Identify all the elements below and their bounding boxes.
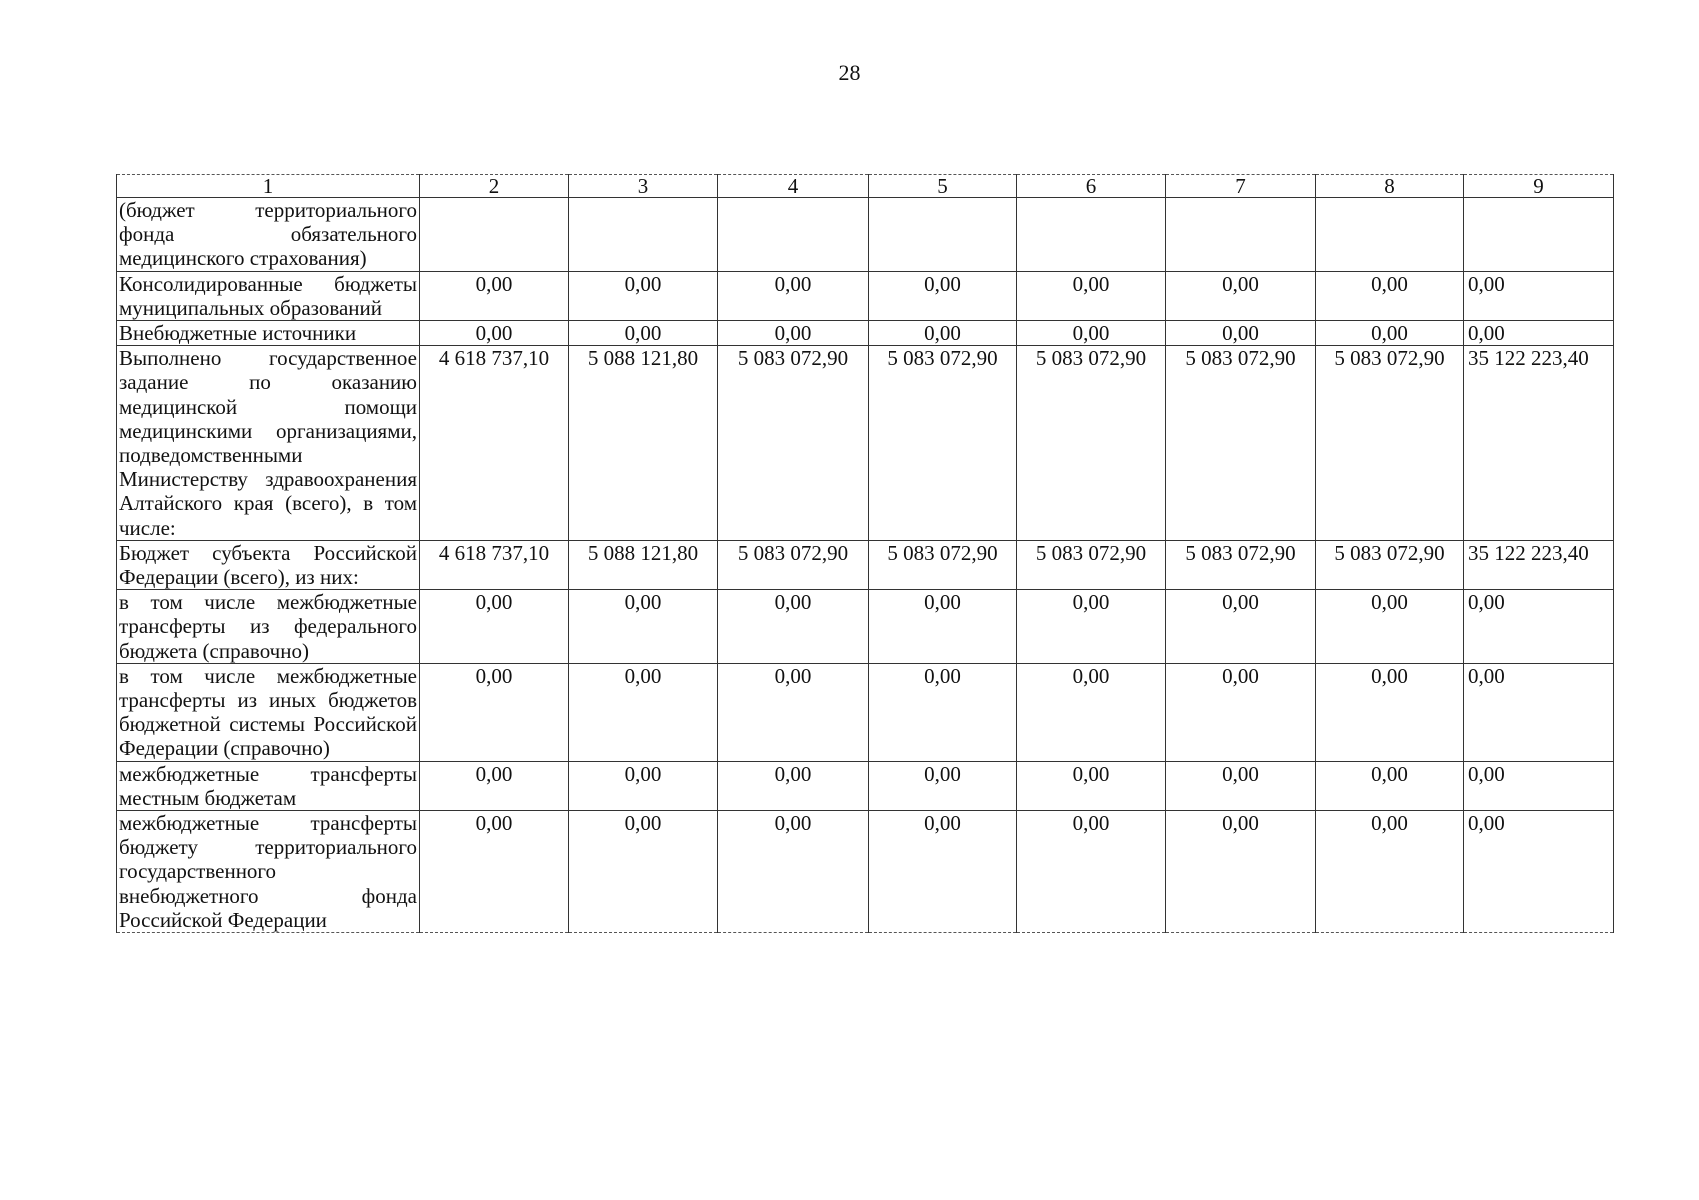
cell-value: 4 618 737,10 — [420, 540, 569, 589]
cell-value: 0,00 — [718, 811, 869, 933]
cell-value — [869, 198, 1017, 272]
cell-value — [1017, 198, 1166, 272]
column-header-9: 9 — [1464, 175, 1614, 198]
cell-value: 0,00 — [869, 761, 1017, 810]
cell-value: 0,00 — [1017, 663, 1166, 761]
cell-value — [718, 198, 869, 272]
cell-value: 5 088 121,80 — [569, 540, 718, 589]
cell-value: 5 083 072,90 — [869, 540, 1017, 589]
table-row — [117, 761, 1614, 810]
cell-value: 5 083 072,90 — [1166, 540, 1316, 589]
cell-value: 0,00 — [569, 590, 718, 664]
cell-value: 0,00 — [420, 811, 569, 933]
row-label: межбюджетные трансферты местным бюджетам — [117, 761, 420, 810]
cell-value: 0,00 — [1316, 590, 1464, 664]
cell-value: 0,00 — [569, 663, 718, 761]
cell-value: 5 083 072,90 — [1166, 346, 1316, 541]
cell-value: 0,00 — [1316, 321, 1464, 346]
cell-value: 5 088 121,80 — [569, 346, 718, 541]
cell-value: 0,00 — [718, 271, 869, 320]
cell-value: 5 083 072,90 — [718, 346, 869, 541]
cell-value: 0,00 — [1464, 663, 1614, 761]
cell-value: 0,00 — [1166, 271, 1316, 320]
table-row — [117, 811, 1614, 933]
cell-value — [569, 198, 718, 272]
row-label: Внебюджетные источники — [117, 321, 420, 346]
column-header-2: 2 — [420, 175, 569, 198]
cell-value: 0,00 — [420, 271, 569, 320]
cell-value: 0,00 — [1017, 590, 1166, 664]
column-header-1: 1 — [117, 175, 420, 198]
row-label: Консолидированные бюджеты муниципальных образований — [117, 271, 420, 320]
row-label: (бюджет территориального фонда обязательного медицинского страхования) — [117, 198, 420, 272]
cell-value: 0,00 — [569, 321, 718, 346]
cell-value: 0,00 — [869, 590, 1017, 664]
table-row — [117, 271, 1614, 320]
row-label: в том числе межбюджетные трансферты из иных бюджетов бюджетной системы Российской Федерации (справочно) — [117, 663, 420, 761]
row-label: Выполнено государственное задание по оказанию медицинской помощи медицинскими организациями, подведомственными Министерству здравоохранения Алтайского края (всего), в том числе: — [117, 346, 420, 541]
column-header-7: 7 — [1166, 175, 1316, 198]
cell-value: 0,00 — [569, 271, 718, 320]
table-row — [117, 590, 1614, 664]
cell-value: 0,00 — [718, 321, 869, 346]
cell-value: 0,00 — [718, 761, 869, 810]
cell-value: 0,00 — [1166, 321, 1316, 346]
row-label: в том числе межбюджетные трансферты из федерального бюджета (справочно) — [117, 590, 420, 664]
page-number: 28 — [838, 60, 861, 85]
cell-value: 0,00 — [1464, 761, 1614, 810]
cell-value: 5 083 072,90 — [1316, 346, 1464, 541]
cell-value: 0,00 — [1464, 321, 1614, 346]
cell-value: 0,00 — [569, 761, 718, 810]
table-body — [117, 198, 1614, 933]
cell-value: 0,00 — [1166, 590, 1316, 664]
cell-value: 0,00 — [1316, 761, 1464, 810]
table-row — [117, 663, 1614, 761]
cell-value: 0,00 — [1166, 663, 1316, 761]
cell-value — [1166, 198, 1316, 272]
cell-value: 0,00 — [1464, 271, 1614, 320]
cell-value — [420, 198, 569, 272]
cell-value: 0,00 — [569, 811, 718, 933]
cell-value: 5 083 072,90 — [718, 540, 869, 589]
column-header-5: 5 — [869, 175, 1017, 198]
cell-value: 0,00 — [420, 663, 569, 761]
cell-value: 0,00 — [420, 590, 569, 664]
cell-value: 5 083 072,90 — [869, 346, 1017, 541]
cell-value: 0,00 — [869, 271, 1017, 320]
cell-value: 4 618 737,10 — [420, 346, 569, 541]
cell-value: 5 083 072,90 — [1316, 540, 1464, 589]
row-label: Бюджет субъекта Российской Федерации (всего), из них: — [117, 540, 420, 589]
cell-value — [1316, 198, 1464, 272]
cell-value: 0,00 — [420, 321, 569, 346]
cell-value: 0,00 — [869, 811, 1017, 933]
cell-value: 5 083 072,90 — [1017, 540, 1166, 589]
cell-value: 35 122 223,40 — [1464, 540, 1614, 589]
cell-value: 0,00 — [869, 321, 1017, 346]
cell-value: 0,00 — [718, 663, 869, 761]
table-row — [117, 346, 1614, 541]
cell-value: 0,00 — [1166, 761, 1316, 810]
budget-table — [116, 174, 1614, 933]
cell-value: 0,00 — [1316, 663, 1464, 761]
cell-value: 0,00 — [1166, 811, 1316, 933]
column-header-3: 3 — [569, 175, 718, 198]
column-header-4: 4 — [718, 175, 869, 198]
cell-value: 35 122 223,40 — [1464, 346, 1614, 541]
cell-value: 0,00 — [1017, 811, 1166, 933]
row-label: межбюджетные трансферты бюджету территориального государственного внебюджетного фонда Российской Федерации — [117, 811, 420, 933]
cell-value: 0,00 — [420, 761, 569, 810]
cell-value: 0,00 — [718, 590, 869, 664]
header-row — [117, 175, 1614, 198]
column-header-6: 6 — [1017, 175, 1166, 198]
cell-value: 0,00 — [1316, 811, 1464, 933]
cell-value — [1464, 198, 1614, 272]
cell-value: 5 083 072,90 — [1017, 346, 1166, 541]
table-row — [117, 321, 1614, 346]
table-row — [117, 198, 1614, 272]
cell-value: 0,00 — [1464, 590, 1614, 664]
cell-value: 0,00 — [1017, 761, 1166, 810]
table-row — [117, 540, 1614, 589]
cell-value: 0,00 — [1316, 271, 1464, 320]
cell-value: 0,00 — [869, 663, 1017, 761]
cell-value: 0,00 — [1464, 811, 1614, 933]
cell-value: 0,00 — [1017, 271, 1166, 320]
column-header-8: 8 — [1316, 175, 1464, 198]
cell-value: 0,00 — [1017, 321, 1166, 346]
